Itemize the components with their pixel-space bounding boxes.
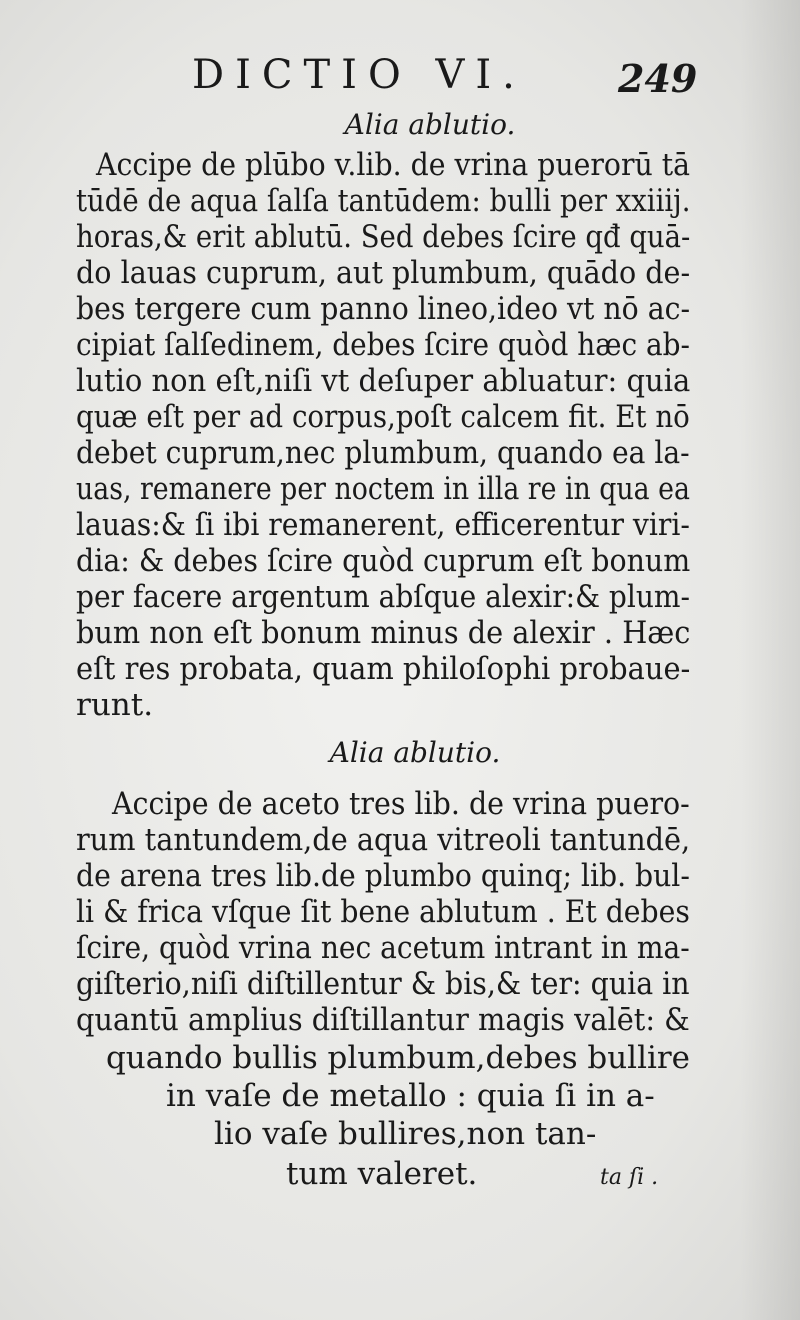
page-header [0, 46, 800, 106]
page-number: 249 [618, 56, 698, 101]
text-line: li & frica vſque ſit bene ablutum . Et debes [76, 894, 690, 930]
text-line: debet cuprum,nec plumbum, quando ea la- [76, 435, 690, 471]
text-line: ſcire, quòd vrina nec acetum intrant in ma- [76, 930, 690, 966]
text-line: tūdē de aqua ſalſa tantūdem: bulli per xxiiij. [76, 183, 691, 219]
text-line: lio vaſe bullires,non tan- [214, 1116, 597, 1152]
section-heading-1: Alia ablutio. [344, 108, 516, 141]
text-line: do lauas cuprum, aut plumbum, quādo de- [76, 255, 691, 291]
text-line: eſt res probata, quam philoſophi probaue- [76, 651, 691, 687]
text-line: rum tantundem,de aqua vitreoli tantundē, [76, 822, 691, 858]
text-line: in vaſe de metallo : quia ſi in a- [166, 1078, 655, 1114]
text-line: lutio non eſt,niſi vt deſuper abluatur: quia [76, 363, 691, 399]
running-title: DICTIO VI. [192, 52, 526, 98]
page-edge-shadow [740, 0, 800, 1320]
text-line: quantū amplius diſtillantur magis valēt: & [76, 1002, 690, 1038]
catchword: ta ſi . [600, 1165, 659, 1190]
text-line: per facere argentum abſque alexir:& plum- [76, 579, 690, 615]
text-line: giſterio,niſi diſtillentur & bis,& ter: quia in [76, 966, 690, 1002]
text-line: lauas:& ſi ibi remanerent, efficerentur viri- [76, 507, 690, 543]
text-line: uas, remanere per noctem in illa re in qua ea [76, 471, 690, 507]
text-line: quæ eſt per ad corpus,poſt calcem fit. Et nō [76, 399, 690, 435]
text-line: dia: & debes ſcire quòd cuprum eſt bonum [76, 543, 691, 579]
text-line: bes tergere cum panno lineo,ideo vt nō ac- [76, 291, 691, 327]
text-line: quando bullis plumbum,debes bullire [106, 1040, 690, 1076]
text-line: Accipe de aceto tres lib. de vrina puero- [112, 786, 690, 822]
text-line: tum valeret. [286, 1156, 478, 1192]
text-line: runt. [76, 687, 154, 723]
text-line: cipiat ſalſedinem, debes ſcire quòd hæc ab- [76, 327, 690, 363]
text-line: de arena tres lib.de plumbo quinq; lib. bul- [76, 858, 690, 894]
section-heading-2: Alia ablutio. [329, 736, 501, 769]
text-line: Accipe de plūbo v.lib. de vrina puerorū tā [96, 147, 691, 183]
text-line: horas,& erit ablutū. Sed debes ſcire qđ quā- [76, 219, 691, 255]
text-line: bum non eſt bonum minus de alexir . Hæc [76, 615, 691, 651]
